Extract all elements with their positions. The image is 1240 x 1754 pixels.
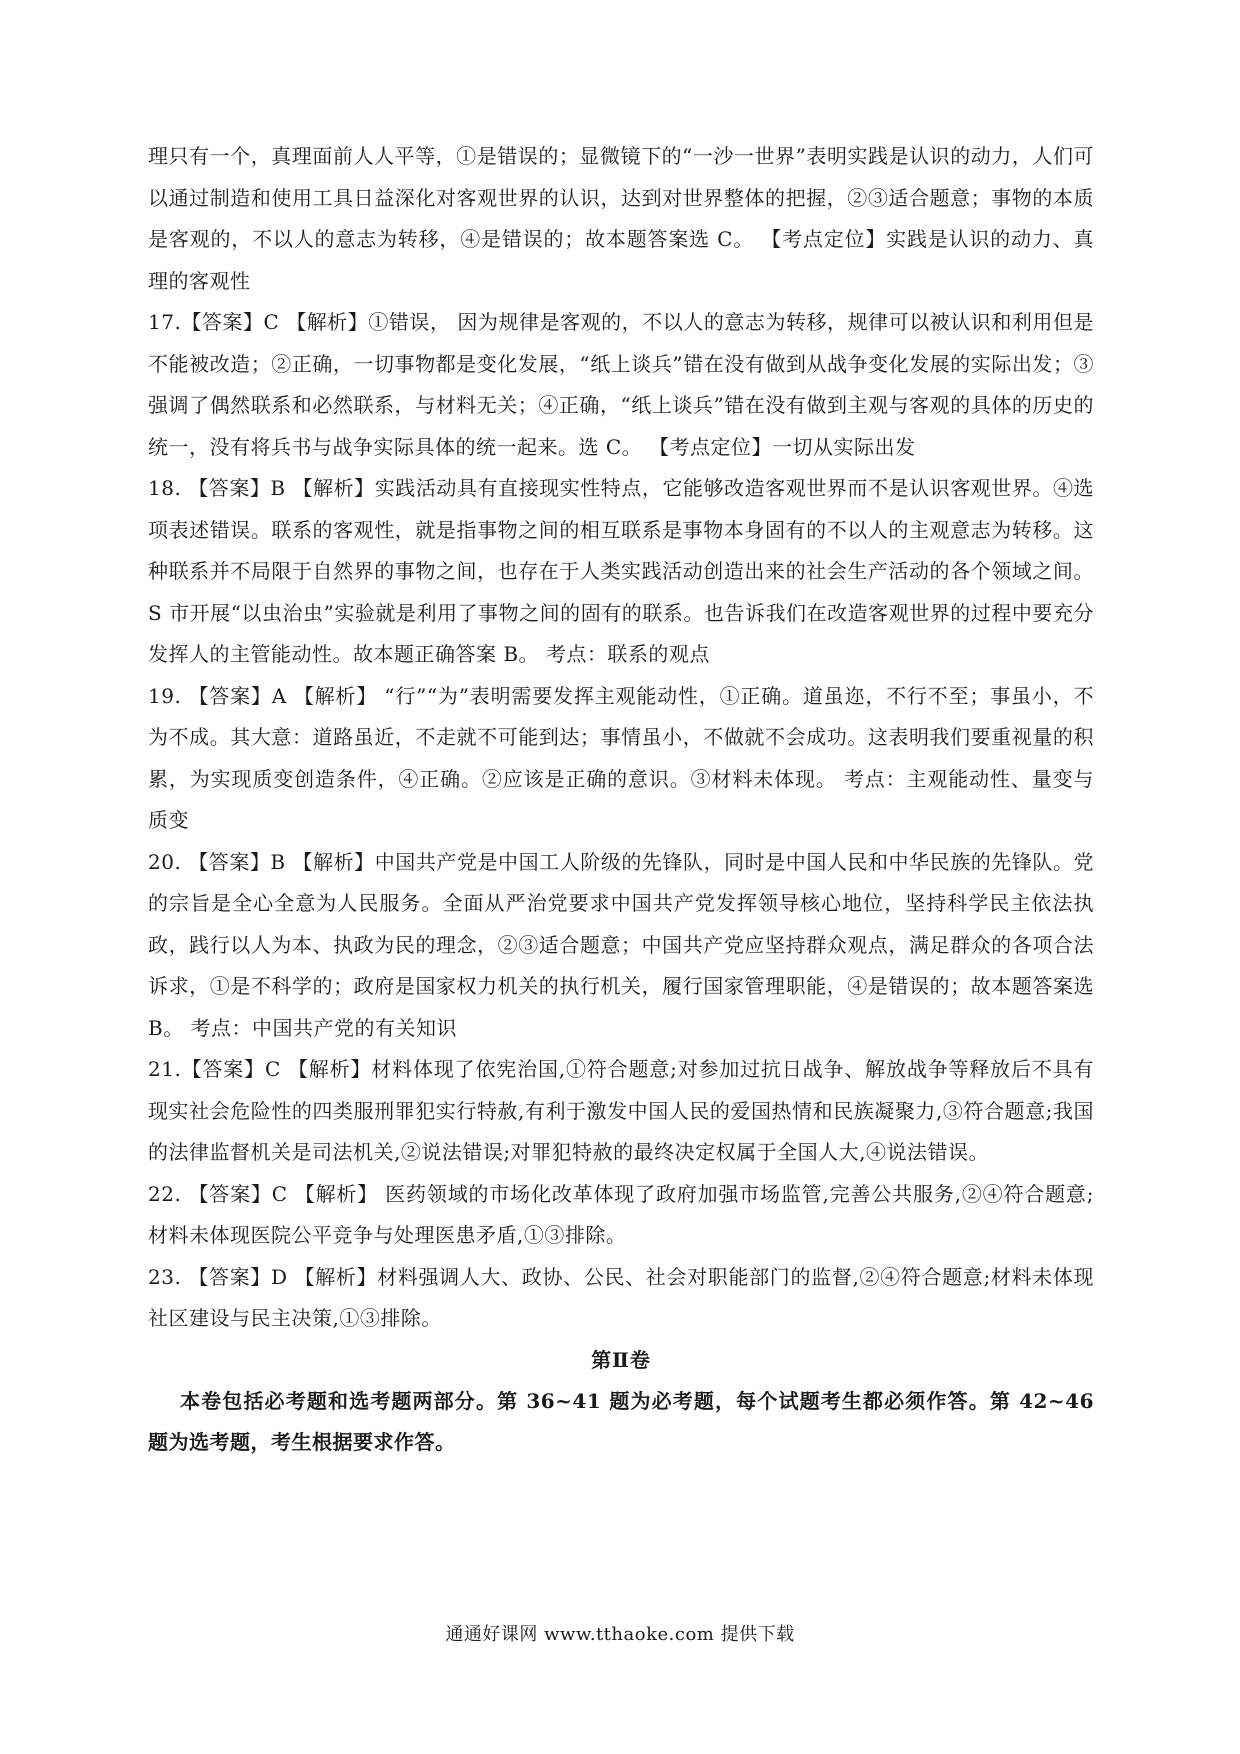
page-content [148,136,1094,1463]
answer-paragraph-22: 22. 【答案】C 【解析】 医药领域的市场化改革体现了政府加强市场监管,完善公共服务,②④符合题意;材料未体现医院公平竞争与处理医患矛盾,①③排除。 [148,1181,1094,1247]
answer-paragraph-19: 19. 【答案】A 【解析】 “行”“为”表明需要发挥主观能动性，①正确。道虽迩，不行不至；事虽小，不为不成。其大意：道路虽近，不走就不可能到达；事情虽小，不做就不会成功。这表明我们要重视量的积累，为实现质变创造条件，④正确。②应该是正确的意识。③材料未体现。 考点：主观能动性、量变与质变 [148,683,1094,832]
answer-paragraph-21: 21.【答案】C 【解析】材料体现了依宪治国,①符合题意;对参加过抗日战争、解放战争等释放后不具有现实社会危险性的四类服刑罪犯实行特赦,有利于激发中国人民的爱国热情和民族凝聚力,③符合题意;我国的法律监督机关是司法机关,②说法错误;对罪犯特赦的最终决定权属于全国人大,④说法错误。 [148,1057,1094,1164]
section-title: 第Ⅱ卷 [591,1347,651,1372]
answer-paragraph-20: 20. 【答案】B 【解析】中国共产党是中国工人阶级的先锋队，同时是中国人民和中华民族的先锋队。党的宗旨是全心全意为人民服务。全面从严治党要求中国共产党发挥领导核心地位，坚持科学民主依法执政，践行以人为本、执政为民的理念，②③适合题意；中国共产党应坚持群众观点，满足群众的各项合法诉求，①是不科学的；政府是国家权力机关的执行机关，履行国家管理职能，④是错误的；故本题答案选 B。 考点：中国共产党的有关知识 [148,849,1094,1040]
answer-paragraph-23: 23. 【答案】D 【解析】材料强调人大、政协、公民、社会对职能部门的监督,②④符合题意;材料未体现社区建设与民主决策,①③排除。 [148,1264,1094,1330]
page-footer: 通通好课网 www.tthaoke.com 提供下载 [445,1624,795,1645]
answer-paragraph-16-continued: 理只有一个，真理面前人人平等，①是错误的；显微镜下的“一沙一世界”表明实践是认识的动力，人们可以通过制造和使用工具日益深化对客观世界的认识，达到对世界整体的把握，②③适合题意；事物的本质是客观的，不以人的意志为转移，④是错误的；故本题答案选 C。 【考点定位】实践是认识的动力、真理的客观性 [148,144,1094,293]
section-intro: 本卷包括必考题和选考题两部分。第 36~41 题为必考题，每个试题考生都必须作答。第 42~46 题为选考题，考生根据要求作答。 [148,1388,1094,1454]
answer-paragraph-17: 17.【答案】C 【解析】①错误， 因为规律是客观的，不以人的意志为转移，规律可以被认识和利用但是不能被改造；②正确，一切事物都是变化发展，“纸上谈兵”错在没有做到从战争变化发展的实际出发；③强调了偶然联系和必然联系，与材料无关；④正确，“纸上谈兵”错在没有做到主观与客观的具体的历史的统一，没有将兵书与战争实际具体的统一起来。选 C。 【考点定位】一切从实际出发 [148,310,1094,459]
answer-paragraph-18: 18. 【答案】B 【解析】实践活动具有直接现实性特点，它能够改造客观世界而不是认识客观世界。④选项表述错误。联系的客观性，就是指事物之间的相互联系是事物本身固有的不以人的主观意志为转移。这种联系并不局限于自然界的事物之间，也存在于人类实践活动创造出来的社会生产活动的各个领域之间。S 市开展“以虫治虫”实验就是利用了事物之间的固有的联系。也告诉我们在改造客观世界的过程中要充分发挥人的主管能动性。故本题正确答案 B。 考点：联系的观点 [148,476,1094,666]
